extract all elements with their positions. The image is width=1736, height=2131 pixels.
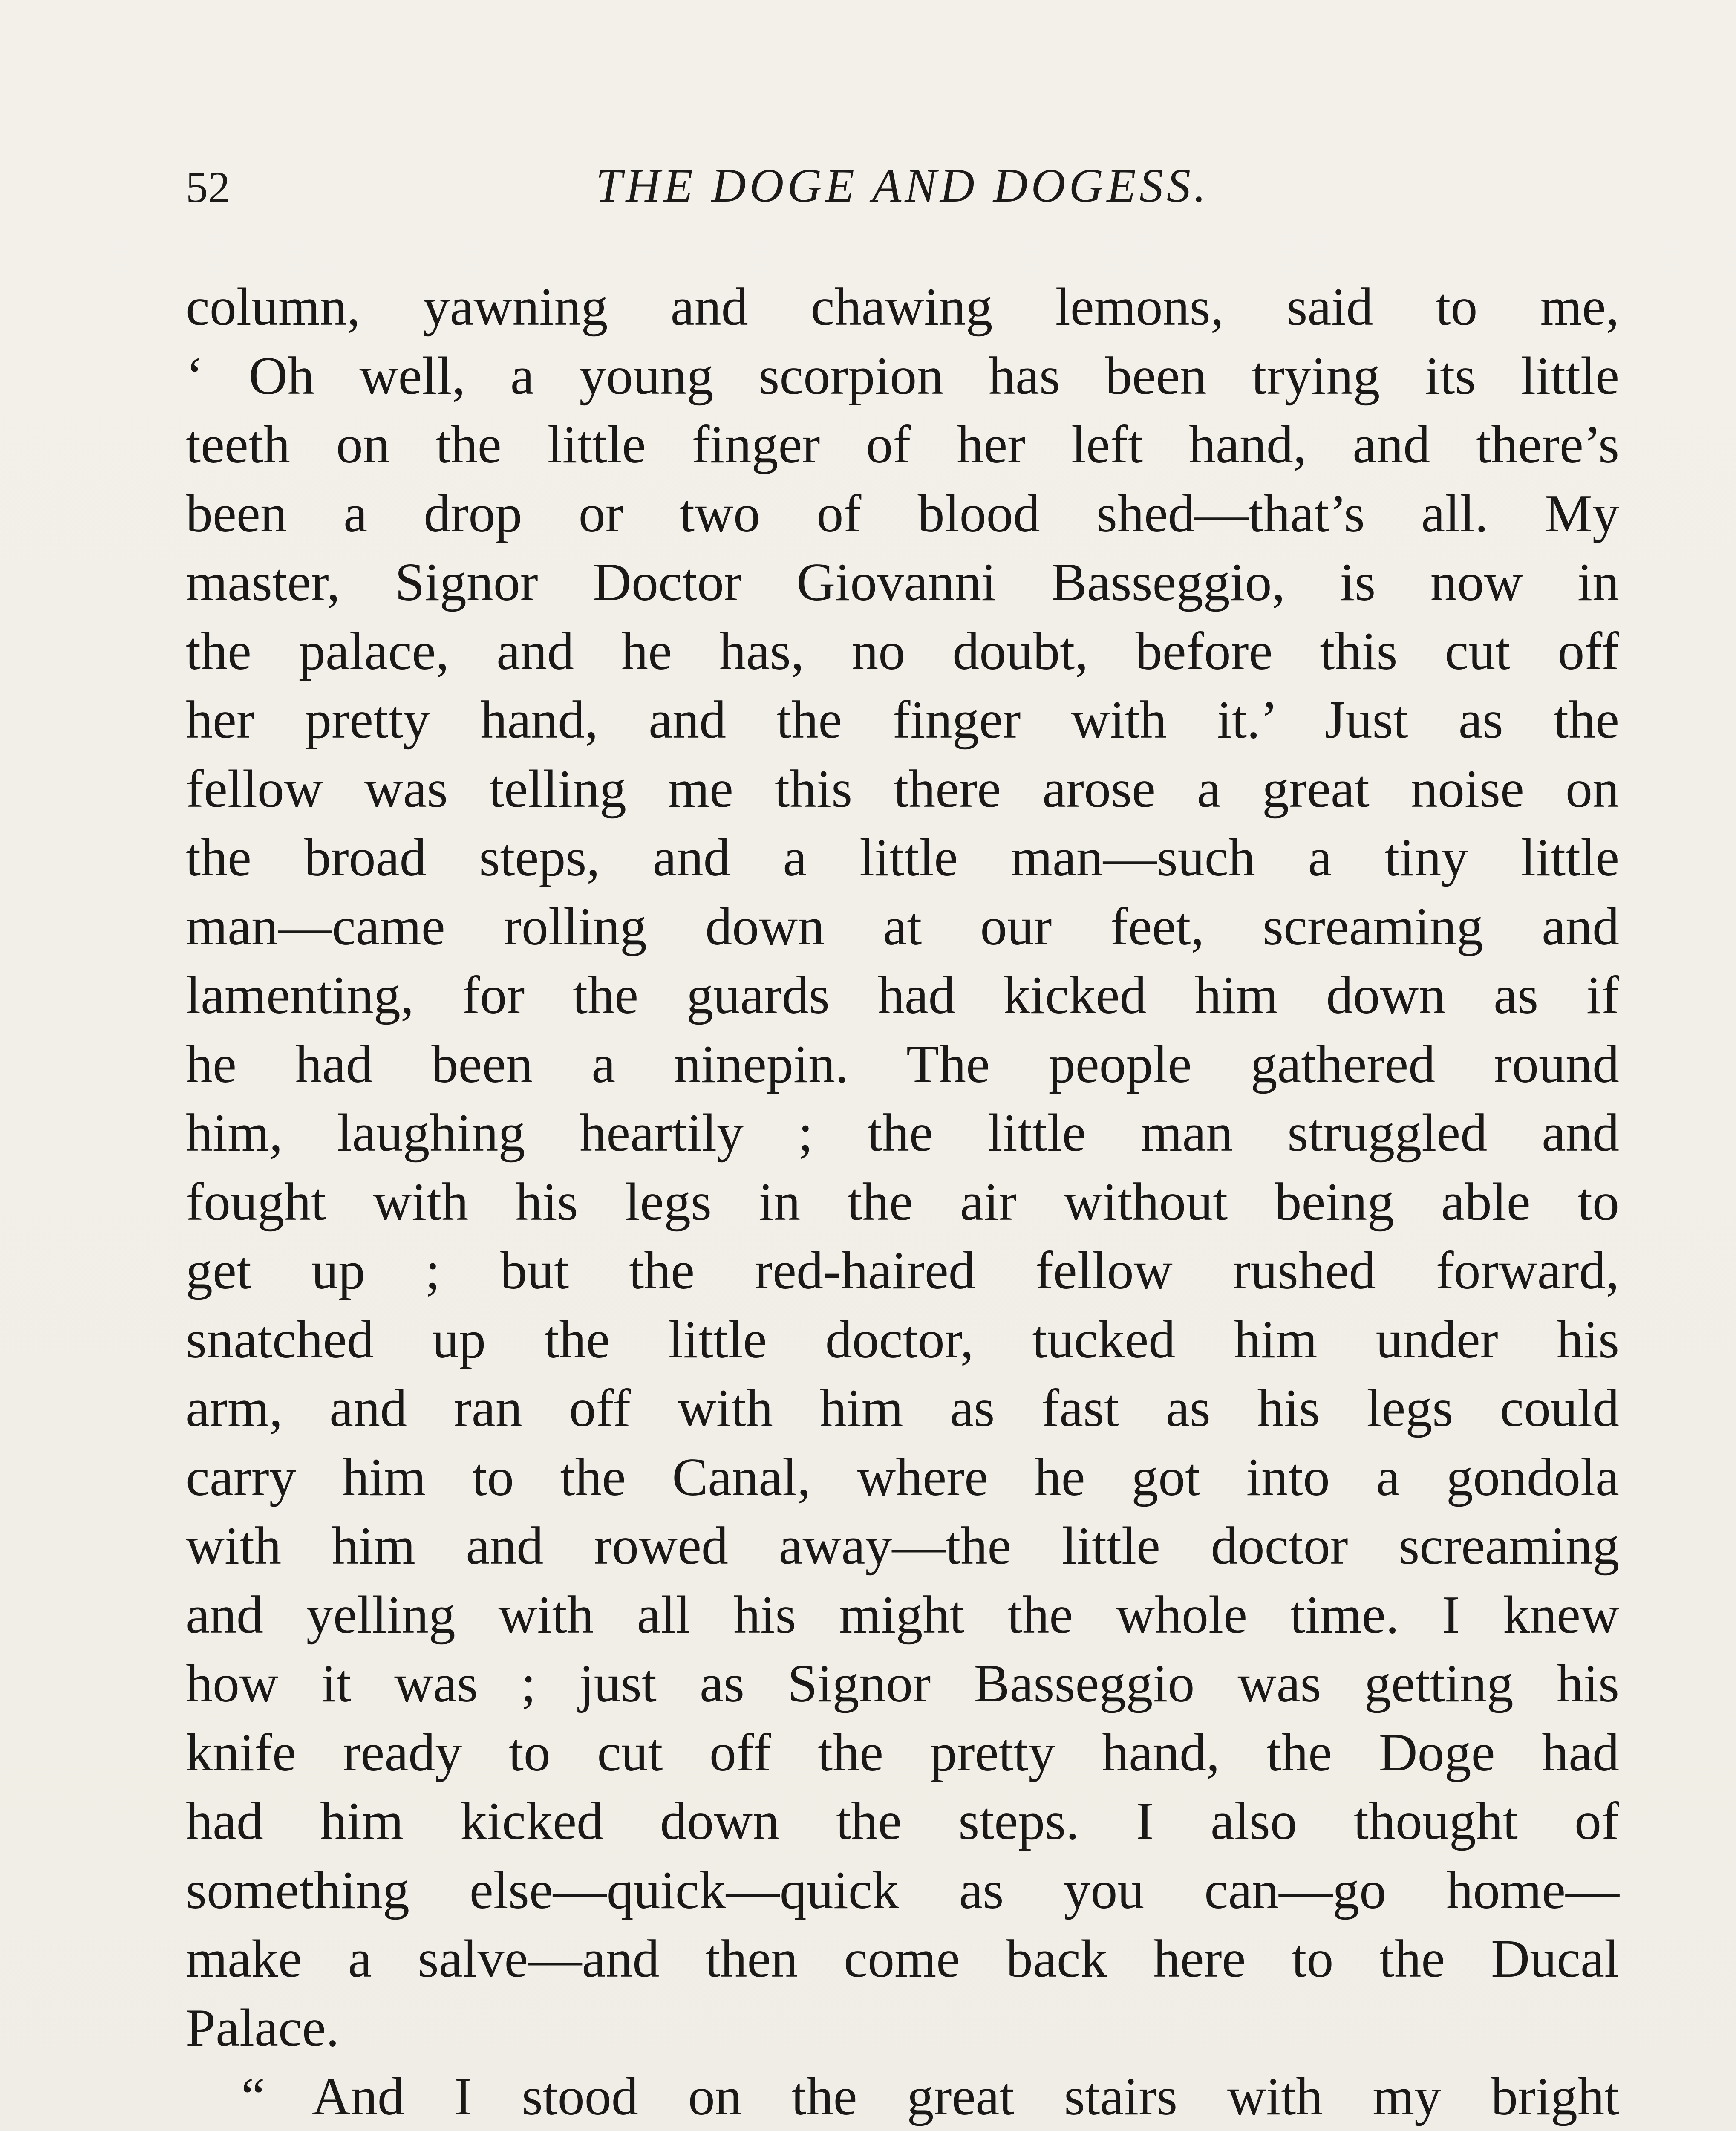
text-line: get up ; but the red-haired fellow rushed forward, <box>186 1241 1619 1300</box>
page-header <box>186 153 1619 217</box>
text-line: man—came rolling down at our feet, screaming and <box>186 897 1619 956</box>
text-line: her pretty hand, and the finger with it.’ Just as the <box>186 690 1619 750</box>
text-line: fought with his legs in the air without being able to <box>186 1172 1619 1232</box>
text-line: teeth on the little finger of her left hand, and there’s <box>186 415 1619 474</box>
text-line: Palace. <box>186 1998 340 2058</box>
text-line: ‘ Oh well, a young scorpion has been trying its little <box>186 346 1619 406</box>
text-line: the broad steps, and a little man—such a tiny little <box>186 828 1619 887</box>
text-line: snatched up the little doctor, tucked him under his <box>186 1310 1619 1369</box>
text-line: been a drop or two of blood shed—that’s all. My <box>186 484 1619 543</box>
text-line: lamenting, for the guards had kicked him down as if <box>186 966 1619 1025</box>
running-title: THE DOGE AND DOGESS. <box>596 159 1209 212</box>
text-line: the palace, and he has, no doubt, before this cut off <box>186 621 1619 681</box>
text-line: arm, and ran off with him as fast as his legs could <box>186 1379 1619 1438</box>
text-line: something else—quick—quick as you can—go home— <box>186 1860 1619 1920</box>
text-line: how it was ; just as Signor Basseggio was getting his <box>186 1654 1619 1713</box>
text-line: fellow was telling me this there arose a great noise on <box>186 759 1619 819</box>
body-text <box>186 273 1619 2131</box>
text-line: “ And I stood on the great stairs with my bright <box>241 2067 1619 2126</box>
text-line: had him kicked down the steps. I also thought of <box>186 1792 1619 1851</box>
text-line: carry him to the Canal, where he got into a gondola <box>186 1447 1619 1507</box>
text-line: with him and rowed away—the little doctor screaming <box>186 1516 1619 1576</box>
text-line: him, laughing heartily ; the little man struggled and <box>186 1103 1619 1163</box>
page-number: 52 <box>186 163 230 212</box>
text-line: and yelling with all his might the whole time. I knew <box>186 1585 1619 1645</box>
text-line: column, yawning and chawing lemons, said to me, <box>186 277 1619 337</box>
text-line: he had been a ninepin. The people gathered round <box>186 1034 1619 1094</box>
text-line: make a salve—and then come back here to the Ducal <box>186 1929 1619 1989</box>
text-line: knife ready to cut off the pretty hand, the Doge had <box>186 1723 1619 1782</box>
text-line: master, Signor Doctor Giovanni Basseggio, is now in <box>186 553 1619 612</box>
